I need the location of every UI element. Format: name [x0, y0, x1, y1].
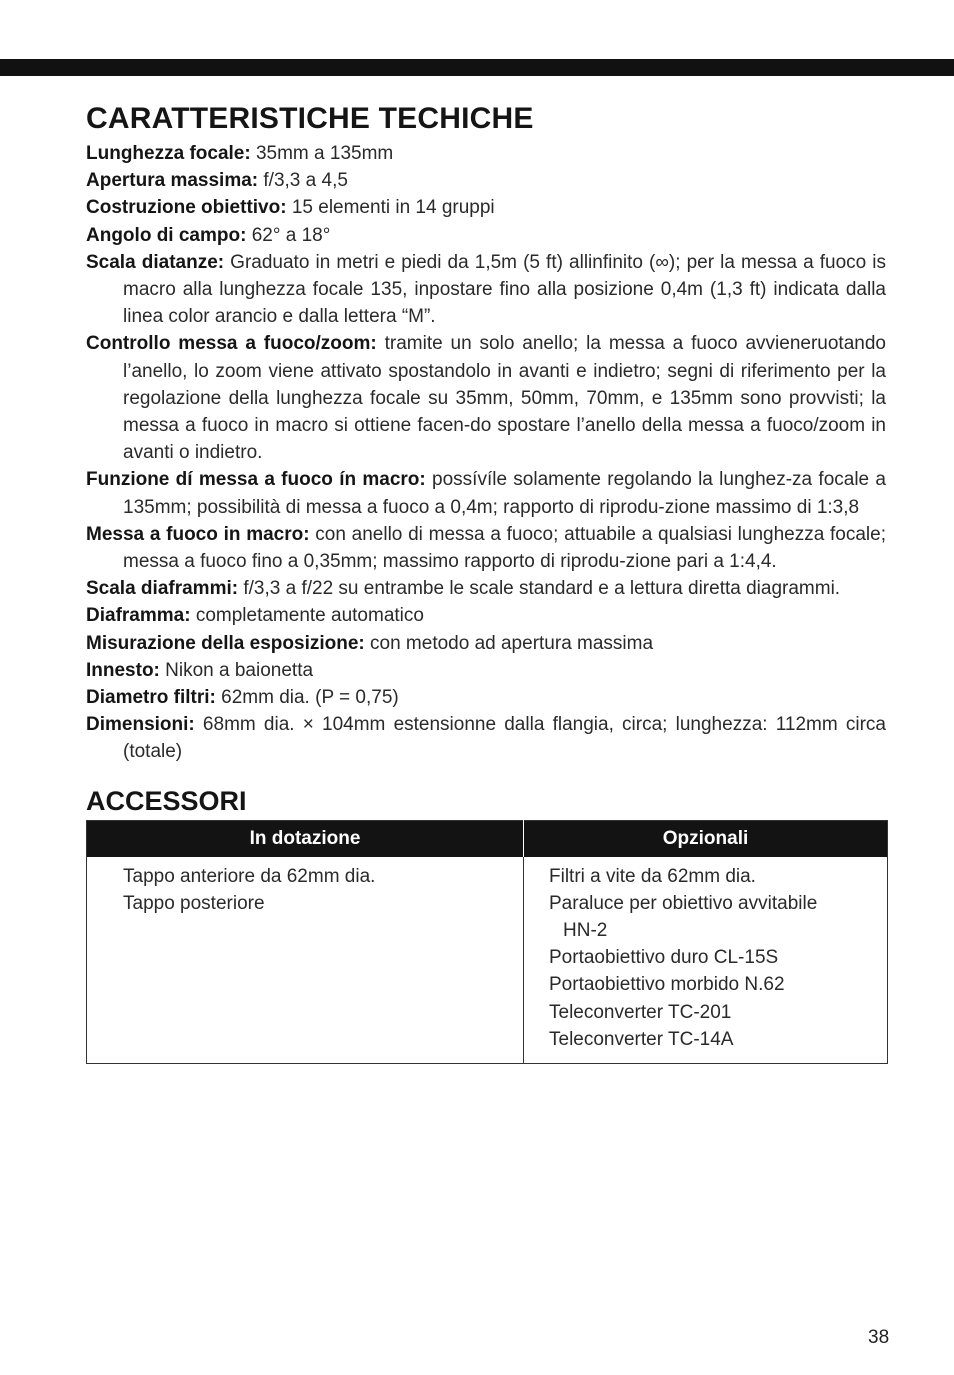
top-rule: [0, 59, 954, 76]
list-item: Tappo anteriore da 62mm dia.: [123, 865, 376, 887]
spec-item: [86, 684, 886, 711]
spec-label: Scala diatanze:: [86, 251, 225, 273]
spec-text: 68mm dia. × 104mm estensionne dalla flangia, circa; lunghezza: 112mm circa (totale): [123, 714, 886, 763]
spec-item: [86, 466, 886, 520]
included-cell: [87, 857, 524, 1064]
spec-item: [86, 575, 886, 602]
list-item: Tappo posteriore: [123, 892, 265, 914]
specs-heading: CARATTERISTICHE TECHICHE: [86, 102, 534, 135]
spec-text: 62° a 18°: [246, 224, 331, 246]
spec-item: [86, 711, 886, 765]
table-header-row: [87, 820, 888, 857]
spec-item: [86, 222, 886, 249]
spec-label: Controllo messa a fuoco/zoom:: [86, 333, 377, 355]
spec-text: 62mm dia. (P = 0,75): [215, 687, 399, 709]
list-item: Filtri a vite da 62mm dia.: [549, 865, 756, 887]
spec-label: Messa a fuoco in macro:: [86, 523, 310, 545]
list-item: Teleconverter TC-201: [549, 1001, 732, 1023]
spec-label: Dimensioni:: [86, 714, 195, 736]
spec-item: [86, 167, 886, 194]
list-item: Portaobiettivo duro CL-15S: [549, 947, 779, 969]
spec-label: Diametro filtri:: [86, 687, 216, 709]
spec-item: [86, 657, 886, 684]
spec-item: [86, 521, 886, 575]
optional-cell: [524, 857, 888, 1064]
spec-text: possívíle solamente regolando la lunghez-za focale a 135mm; possibilità di messa a fuoco a 0,4m; rapporto di riprodu-zione massimo di 1:3,8: [123, 469, 886, 518]
spec-text: 15 elementi in 14 gruppi: [286, 197, 495, 219]
spec-label: Apertura massima:: [86, 170, 259, 192]
spec-item: [86, 330, 886, 466]
spec-text: f/3,3 a f/22 su entrambe le scale standard e a lettura diretta diagrammi.: [238, 578, 841, 600]
accessories-heading: ACCESSORI: [86, 785, 247, 816]
accessories-table: [86, 820, 888, 1064]
spec-label: Misurazione della esposizione:: [86, 632, 365, 654]
spec-label: Innesto:: [86, 659, 160, 681]
spec-text: f/3,3 a 4,5: [258, 170, 348, 192]
spec-item: [86, 630, 886, 657]
spec-item: [86, 602, 886, 629]
spec-text: con anello di messa a fuoco; attuabile a qualsiasi lunghezza focale; messa a fuoco fino a 0,35mm; massimo rapporto di riprodu-zione pari a 1:4,4.: [123, 523, 887, 573]
spec-item: [86, 140, 886, 167]
spec-label: Lunghezza focale:: [86, 143, 251, 164]
spec-item: [86, 249, 886, 331]
spec-label: Angolo di campo:: [86, 224, 247, 246]
table-row: [87, 857, 888, 1064]
spec-text: con metodo ad apertura massima: [364, 632, 654, 654]
spec-label: Scala diaframmi:: [86, 578, 239, 600]
header-optional: Opzionali: [524, 820, 888, 857]
spec-text: Nikon a baionetta: [159, 659, 314, 681]
specs-list: [86, 140, 886, 766]
spec-label: Funzione dí messa a fuoco ín macro:: [86, 469, 426, 491]
spec-item: [86, 194, 886, 221]
spec-text: tramite un solo anello; la messa a fuoco avvieneruotando l’anello, lo zoom viene attivato spostandolo in avanti e indietro; segni di riferimento per la regolazione della lunghezza focale su 35mm, 50mm, 70mm, e 135mm sono provvisti; la messa a fuoco in macro si ottiene facen-do spostare l’anello della messa a fuoco/zoom in avanti o indietro.: [123, 333, 886, 464]
header-included: In dotazione: [87, 820, 524, 857]
spec-text: completamente automatico: [190, 605, 424, 627]
spec-text: Graduato in metri e piedi da 1,5m (5 ft) allinfinito (∞); per la messa a fuoco is macro alla lunghezza focale 135, inpostare fino alla posizione 0,4m (1,3 ft) indicata dalla linea color arancio e dalla lettera “M”.: [123, 251, 887, 328]
spec-text: 35mm a 135mm: [250, 143, 394, 164]
list-item: Paraluce per obiettivo avvitabile HN-2: [549, 892, 818, 942]
page-content: [86, 100, 886, 1064]
list-item: Teleconverter TC-14A: [549, 1028, 734, 1050]
page-number: 38: [868, 1327, 890, 1348]
spec-label: Costruzione obiettivo:: [86, 197, 287, 219]
list-item: Portaobiettivo morbido N.62: [549, 974, 785, 996]
spec-label: Diaframma:: [86, 605, 191, 627]
